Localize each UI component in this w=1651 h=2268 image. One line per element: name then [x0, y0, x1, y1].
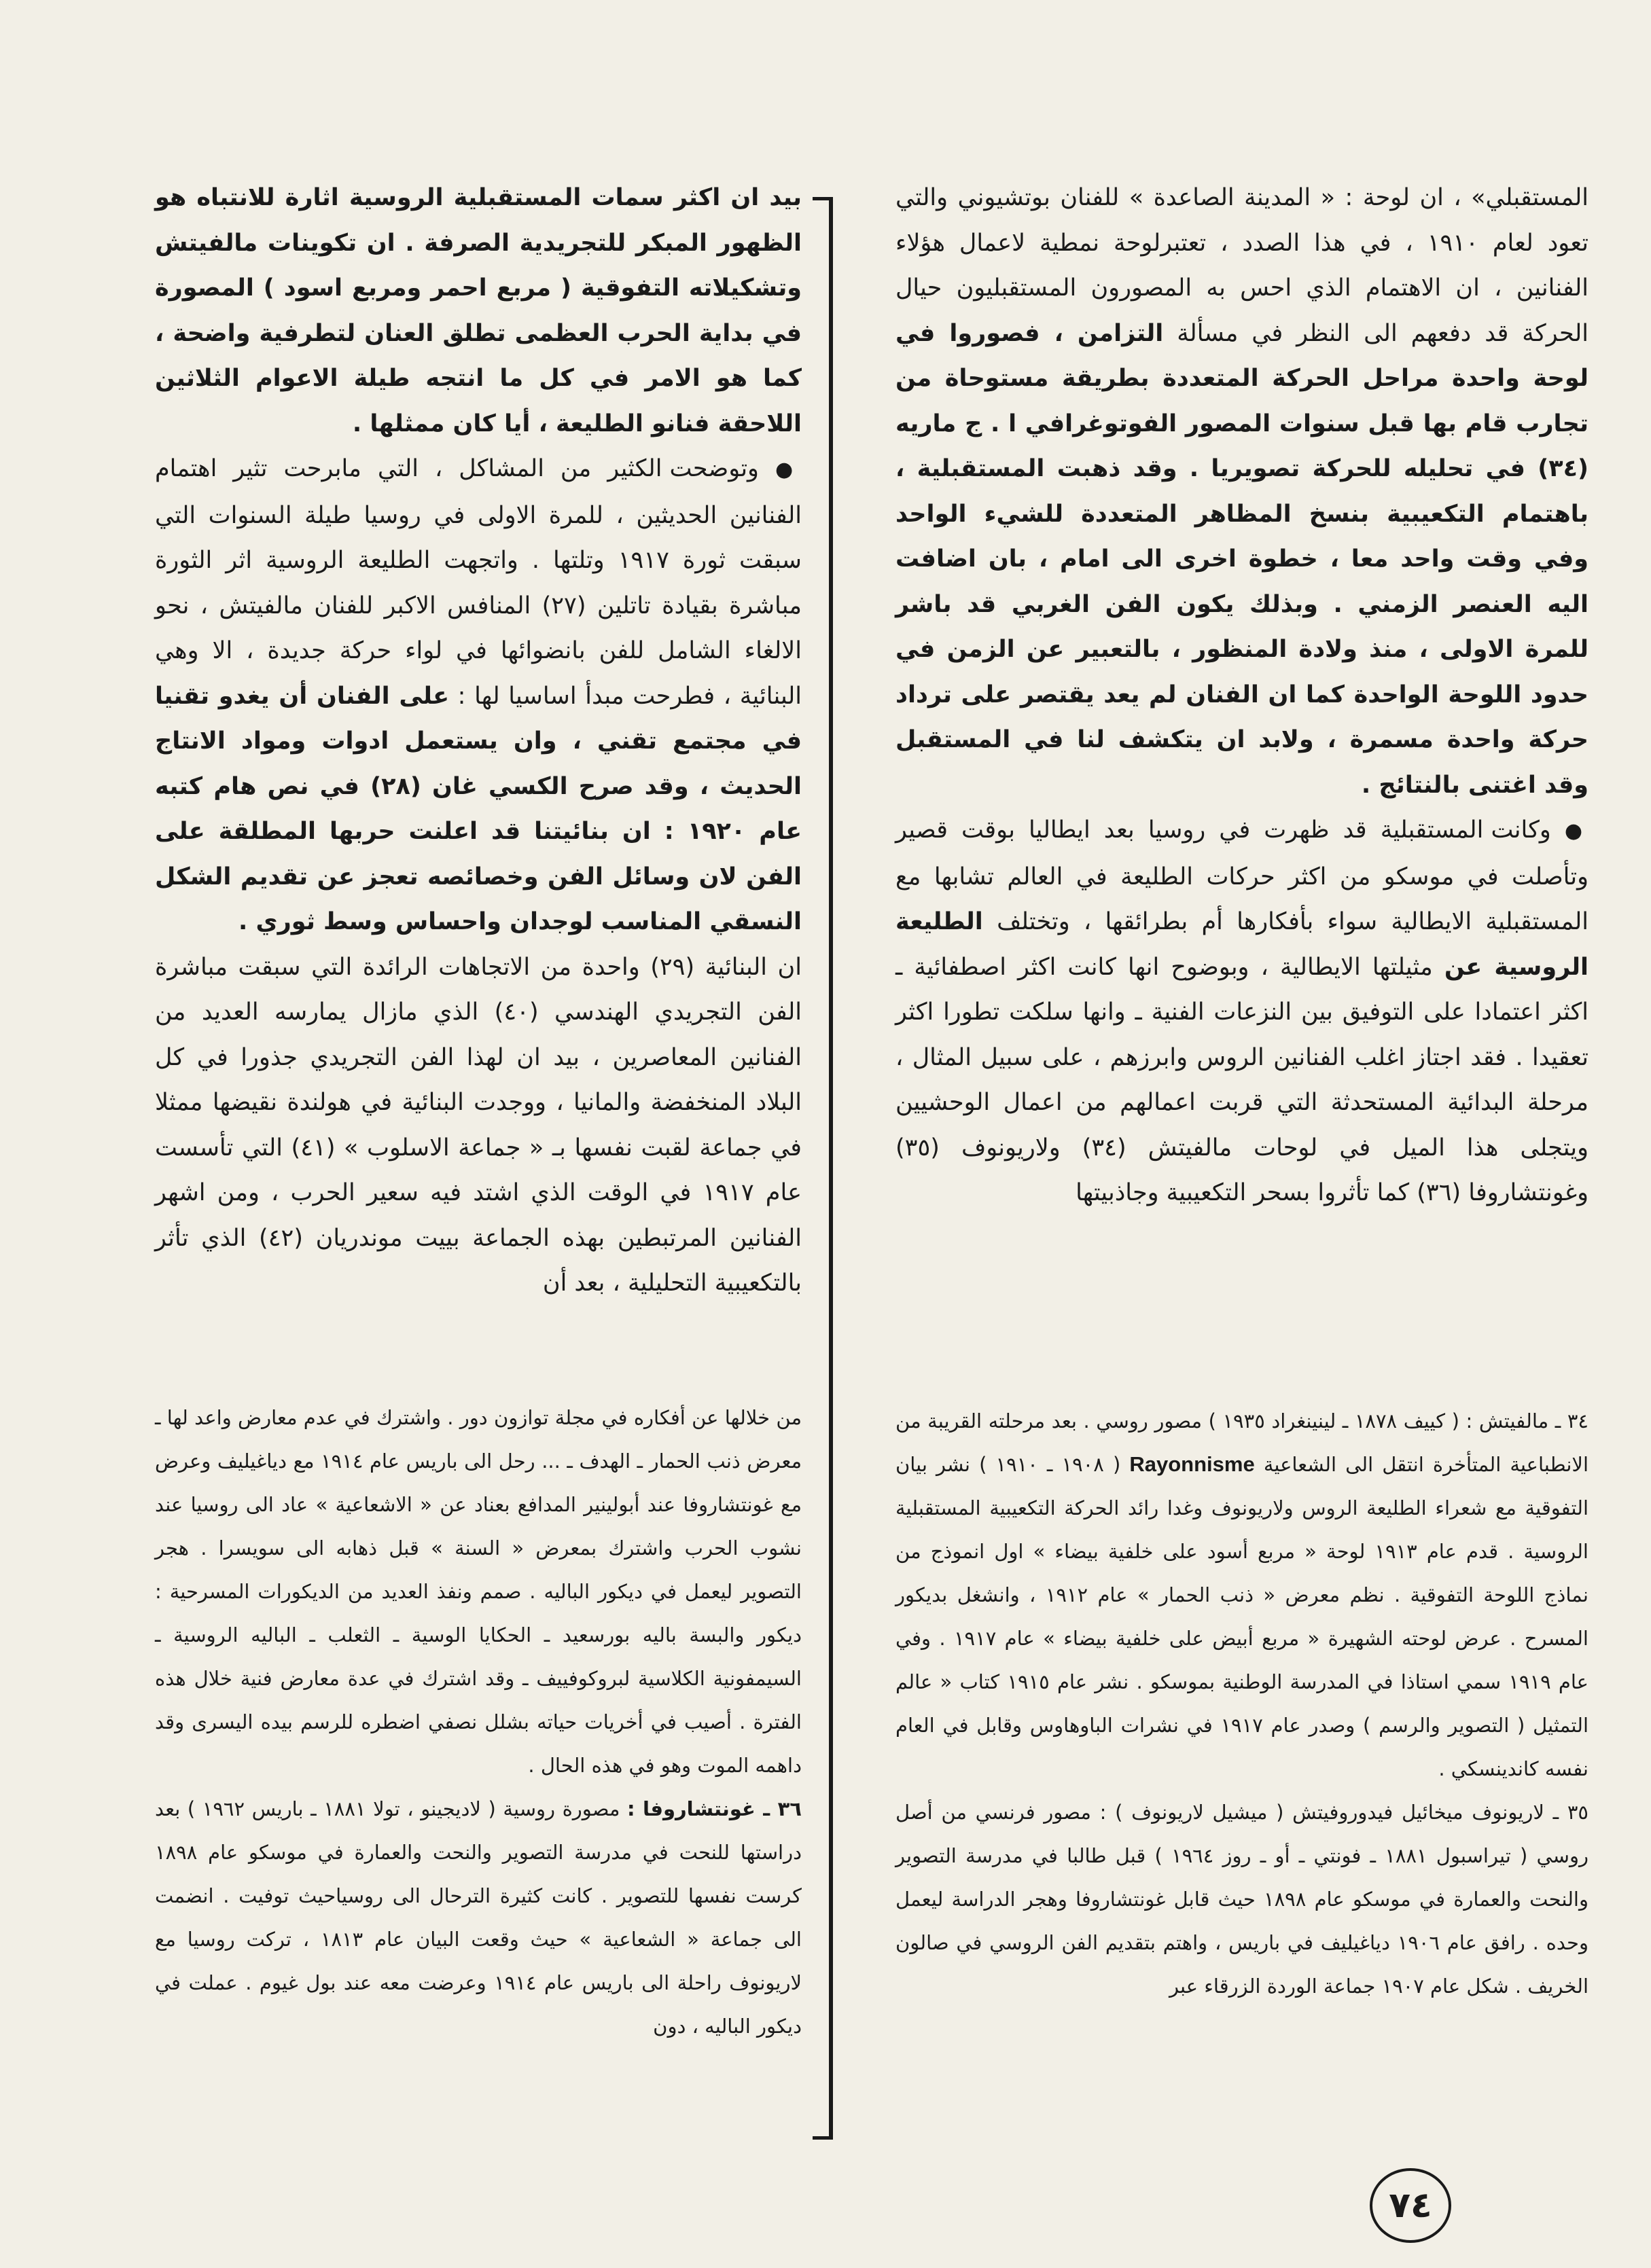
paragraph [895, 175, 1588, 808]
footnote-continuation [155, 1396, 802, 1787]
paragraph [155, 175, 802, 446]
footnote-label: ٣٦ ـ غونتشاروفا : [627, 1797, 802, 1820]
footnote-35 [895, 1790, 1588, 2008]
paragraph [155, 945, 802, 1306]
paragraph-text: ان البنائية (٢٩) واحدة من الاتجاهات الرائدة التي سبقت مباشرة الفن التجريدي الهندسي (٤٠) الذي مازال يمارسه العديد من الفنانين المعاصرين ، بيد ان لهذا الفن التجريدي جذورا في كل البلاد المنخفضة والمانيا ، ووجدت البنائية في هولندة نقيضها ممثلا في جماعة لقبت نفسها بـ « جماعة الاسلوب » (٤١) التي تأسست عام ١٩١٧ في الوقت الذي اشتد فيه سعير الحرب ، ومن اشهر الفنانين المرتبطين بهذه الجماعة بييت موندريان (٤٢) الذي تأثر بالتكعيبية التحليلية ، بعد أن [155, 953, 802, 1297]
bold-text: الطليعة الروسية عن [895, 908, 1588, 981]
paragraph [155, 446, 802, 945]
paragraph-text: وتوضحت الكثير من المشاكل ، التي مابرحت تثير اهتمام الفنانين الحديثين ، للمرة الاولى في روسيا طيلة السنوات التي سبقت ثورة ١٩١٧ وتلتها . واتجهت الطليعة الروسية اثر الثورة مباشرة بقيادة تاتلين (٢٧) المنافس الاكبر للفنان مالفيتش ، نحو الالغاء الشامل للفن بانضوائها في لواء حركة جديدة ، الا وهي البنائية ، فطرحت مبدأ اساسيا لها : [155, 455, 802, 710]
bold-text: بيد ان اكثر سمات المستقبلية الروسية اثارة للانتباه هو الظهور المبكر للتجريدية الصرفة . ان تكوينات مالفيتش وتشكيلاته التفوقية ( مربع احمر ومربع اسود ) المصورة في بداية الحرب العظمى تطلق العنان لتطرفية واضحة ، كما هو الامر في كل ما انتجه طيلة الاعوام الثلاثين اللاحقة فنانو الطليعة ، أيا كان ممثلها . [155, 184, 802, 437]
bullet-icon: ● [1564, 819, 1588, 843]
footnote-text: ٣٤ ـ مالفيتش : ( كييف ١٨٧٨ ـ لينينغراد ١٩٣٥ ) مصور روسي . بعد مرحلته القريبة من الانطباعية المتأخرة انتقل الى الشعاعية [895, 1409, 1589, 1476]
bold-text: التزامن ، فصوروا في لوحة واحدة مراحل الحركة المتعددة بطريقة مستوحاة من تجارب قام بها قبل سنوات المصور الفوتوغرافي ا . ج ماريه (٣٤) في تحليله للحركة تصويريا . وقد ذهبت المستقبلية ، باهتمام التكعيبية بنسخ المظاهر المتعددة للشيء الواحد وفي وقت واحد معا ، خطوة اخرى الى امام ، بان اضافت اليه العنصر الزمني . وبذلك يكون الفن الغربي قد باشر للمرة الاولى ، منذ ولادة المنظور ، بالتعبير عن الزمن في حدود اللوحة الواحدة كما ان الفنان لم يعد يقتصر على ترداد حركة واحدة مسمرة ، ولابد ان يتكشف لنا في المستقبل وقد اغتنى بالنتائج . [895, 319, 1588, 799]
footnotes-right [895, 1399, 1588, 2008]
paragraph-text: وكانت المستقبلية قد ظهرت في روسيا بعد ايطاليا بوقت قصير وتأصلت في موسكو من اكثر حركات الطليعة في العالم تشابها مع المستقبلية الايطالية سواء بأفكارها أم بطرائقها ، وتختلف [895, 816, 1588, 935]
paragraph-text: مثيلتها الايطالية ، وبوضوح انها كانت اكثر اصطفائية ـ اكثر اعتمادا على التوفيق بين النزعات الفنية ـ وانها سلكت تطورا اكثر تعقيدا . فقد اجتاز اغلب الفنانين الروس وابرزهم ، على سبيل المثال ، مرحلة البدائية المستحدثة التي قربت اعمالهم من اعمال الوحشيين ويتجلى هذا الميل في لوحات مالفيتش (٣٤) ولاريونوف (٣٥) وغونتشاروفا (٣٦) كما تأثروا بسحر التكعيبية وجاذبيتها [895, 953, 1588, 1206]
left-text-column [155, 175, 802, 1306]
footnote-text: مصورة روسية ( لاديجينو ، تولا ١٨٨١ ـ باريس ١٩٦٢ ) بعد دراستها للنحت في مدرسة التصوير والنحت والعمارة في موسكو عام ١٨٩٨ كرست نفسها للتصوير . كانت كثيرة الترحال الى روسياحيث توفيت . انضمت الى جماعة « الشعاعية » حيث وقعت البيان عام ١٨١٣ ، تركت روسيا مع لاريونوف راحلة الى باريس عام ١٩١٤ وعرضت معه عند بول غيوم . عملت في ديكور الباليه ، دون [155, 1797, 802, 2038]
bullet-icon: ● [775, 458, 802, 482]
page-number: ٧٤ [1370, 2168, 1451, 2243]
footnote-34 [895, 1399, 1588, 1790]
paragraph-text: المستقبلي» ، ان لوحة : « المدينة الصاعدة » للفنان بوتشيوني والتي تعود لعام ١٩١٠ ، في هذا الصدد ، تعتبرلوحة نمطية لاعمال هؤلاء الفنانين ، ان الاهتمام الذي احس به المصورون المستقبليون حيال الحركة قد دفعهم الى النظر في مسألة [895, 184, 1588, 347]
footnote-36 [155, 1787, 802, 2048]
footnote-text: ( ١٩٠٨ ـ ١٩١٠ ) نشر بيان التفوقية مع شعراء الطليعة الروس ولاريونوف وغدا رائد الحركة التكعيبية المستقبلية الروسية . قدم عام ١٩١٣ لوحة « مربع أسود على خلفية بيضاء » اول انموذج من نماذج اللوحة التفوقية . نظم معرض « ذنب الحمار » عام ١٩١٢ ، وانشغل بديكور المسرح . عرض لوحته الشهيرة « مربع أبيض على خلفية بيضاء » عام ١٩١٧ . وفي عام ١٩١٩ سمي استاذا في المدرسة الوطنية بموسكو . نشر عام ١٩١٥ كتاب « عالم التمثيل ( التصوير والرسم ) وصدر عام ١٩١٧ في نشرات الباوهاوس وقابل في العام نفسه كاندينسكي . [895, 1453, 1589, 1780]
footnotes-left [155, 1396, 802, 2048]
latin-term: Rayonnisme [1129, 1452, 1255, 1476]
paragraph [895, 808, 1588, 1216]
bold-text: على الفنان أن يغدو تقنيا في مجتمع تقني ، وان يستعمل ادوات ومواد الانتاج الحديث ، وقد صرح الكسي غان (٢٨) في نص هام كتبه عام ١٩٢٠ : ان بنائيتنا قد اعلنت حربها المطلقة على الفن لان وسائل الفن وخصائصه تعجز عن تقديم الشكل النسقي المناسب لوجدان واحساس وسط ثوري . [155, 682, 802, 935]
right-text-column [895, 175, 1588, 1216]
footnote-text: ٣٥ ـ لاريونوف ميخائيل فيدوروفيتش ( ميشيل لاريونوف ) : مصور فرنسي من أصل روسي ( تيراسبول ١٨٨١ ـ فونتي ـ أو ـ روز ١٩٦٤ ) قبل طالبا في مدرسة التصوير والنحت والعمارة في موسكو عام ١٨٩٨ حيث قابل غونتشاروفا وهجر الدراسة ليعمل وحده . رافق عام ١٩٠٦ دياغيليف في باريس ، واهتم بتقديم الفن الروسي في صالون الخريف . شكل عام ١٩٠٧ جماعة الوردة الزرقاء عبر [895, 1801, 1588, 1998]
column-divider [813, 197, 833, 2140]
footnote-text: من خلالها عن أفكاره في مجلة توازون دور . واشترك في عدم معارض واعد لها ـ معرض ذنب الحمار ـ الهدف ـ ... رحل الى باريس عام ١٩١٤ مع دياغيليف وعرض مع غونتشاروفا عند أبولينير المدافع بعناد عن « الاشعاعية » عاد الى روسيا عند نشوب الحرب واشترك بمعرض « السنة » قبل ذهابه الى سويسرا . هجر التصوير ليعمل في ديكور الباليه . صمم ونفذ العديد من الديكورات المسرحية : ديكور والبسة باليه بورسعيد ـ الحكايا الوسية ـ الثعلب ـ الباليه الروسية ـ السيمفونية الكلاسية لبروكوفييف ـ وقد اشترك في عدة معارض فنية خلال هذه الفترة . أصيب في أخريات حياته بشلل نصفي اضطره للرسم بيده اليسرى وقد داهمه الموت وهو في هذه الحال . [155, 1406, 802, 1777]
